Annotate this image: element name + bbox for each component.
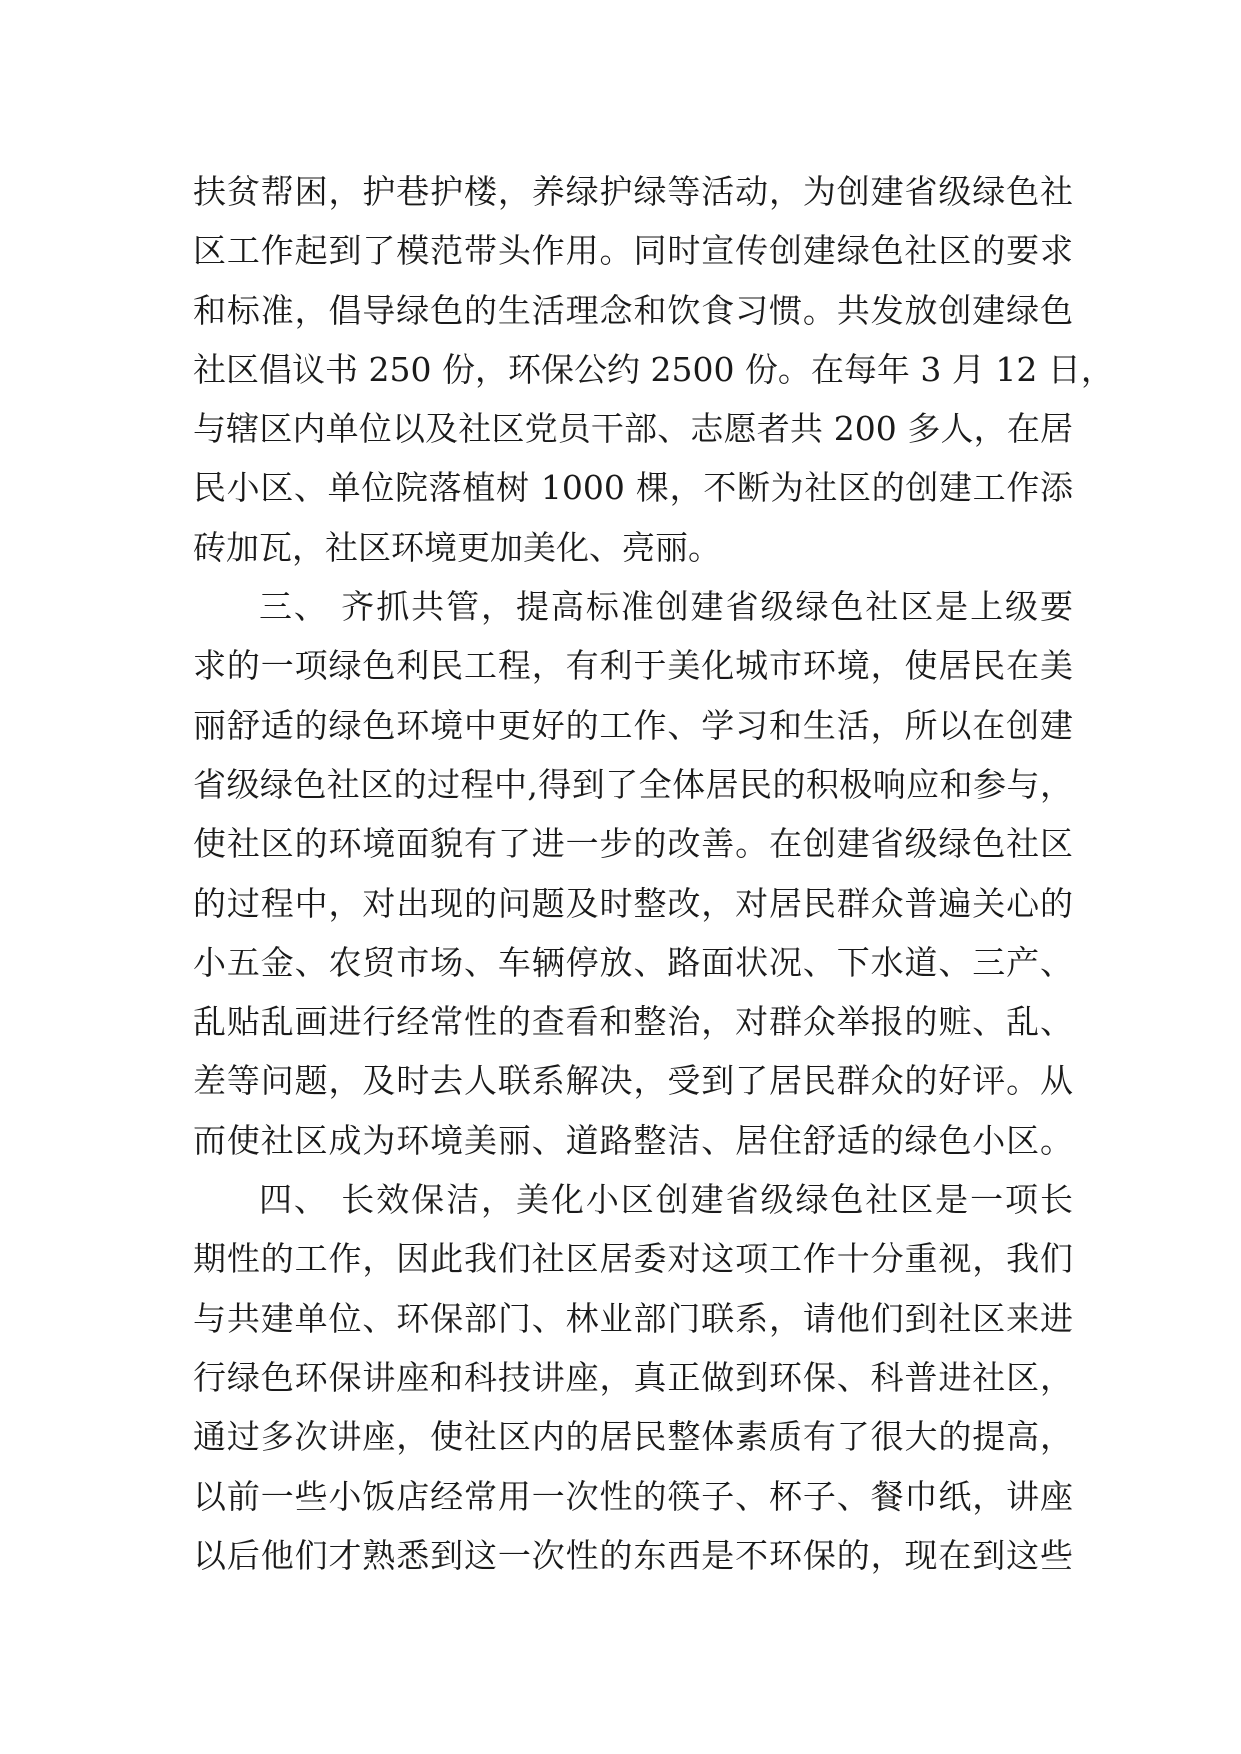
text-line: 扶贫帮困，护巷护楼，养绿护绿等活动，为创建省级绿色社: [193, 172, 1073, 211]
text-line: 差等问题，及时去人联系解决，受到了居民群众的好评。从: [193, 1061, 1073, 1101]
text-line: 和标准，倡导绿色的生活理念和饮食习惯。共发放创建绿色: [193, 290, 1073, 330]
text-line: 乱贴乱画进行经常性的查看和整治，对群众举报的赃、乱、: [193, 1002, 1073, 1042]
text-line: 社区倡议书 250 份，环保公约 2500 份。在每年 3 月 12 日，: [193, 349, 1114, 389]
text-line: 省级绿色社区的过程中,得到了全体居民的积极响应和参与，: [193, 764, 1073, 804]
text-line: 以后他们才熟悉到这一次性的东西是不环保的，现在到这些: [193, 1535, 1073, 1575]
text-line: 小五金、农贸市场、车辆停放、路面状况、下水道、三产、: [193, 942, 1073, 982]
text-line: 通过多次讲座，使社区内的居民整体素质有了很大的提高，: [193, 1417, 1073, 1457]
text-line: 期性的工作，因此我们社区居委对这项工作十分重视，我们: [193, 1239, 1073, 1279]
text-line: 使社区的环境面貌有了进一步的改善。在创建省级绿色社区: [193, 824, 1073, 864]
text-line: 区工作起到了模范带头作用。同时宣传创建绿色社区的要求: [193, 231, 1073, 271]
section-heading-line: 三、 齐抓共管，提高标准创建省级绿色社区是上级要: [259, 587, 1073, 627]
text-line: 民小区、单位院落植树 1000 棵，不断为社区的创建工作添: [193, 468, 1073, 508]
text-line: 求的一项绿色利民工程，有利于美化城市环境，使居民在美: [193, 646, 1073, 686]
text-line: 丽舒适的绿色环境中更好的工作、学习和生活，所以在创建: [193, 705, 1073, 745]
text-line: 与共建单位、环保部门、林业部门联系，请他们到社区来进: [193, 1298, 1073, 1338]
text-line: 砖加瓦，社区环境更加美化、亮丽。: [193, 527, 721, 567]
text-line: 的过程中，对出现的问题及时整改，对居民群众普遍关心的: [193, 883, 1073, 923]
text-line: 而使社区成为环境美丽、道路整洁、居住舒适的绿色小区。: [193, 1120, 1073, 1160]
section-heading-line: 四、 长效保洁，美化小区创建省级绿色社区是一项长: [259, 1180, 1073, 1220]
body-text: [193, 162, 1114, 1585]
text-line: 行绿色环保讲座和科技讲座，真正做到环保、科普进社区，: [193, 1357, 1073, 1397]
text-line: 与辖区内单位以及社区党员干部、志愿者共 200 多人，在居: [193, 409, 1073, 449]
text-line: 以前一些小饭店经常用一次性的筷子、杯子、餐巾纸，讲座: [193, 1476, 1073, 1516]
